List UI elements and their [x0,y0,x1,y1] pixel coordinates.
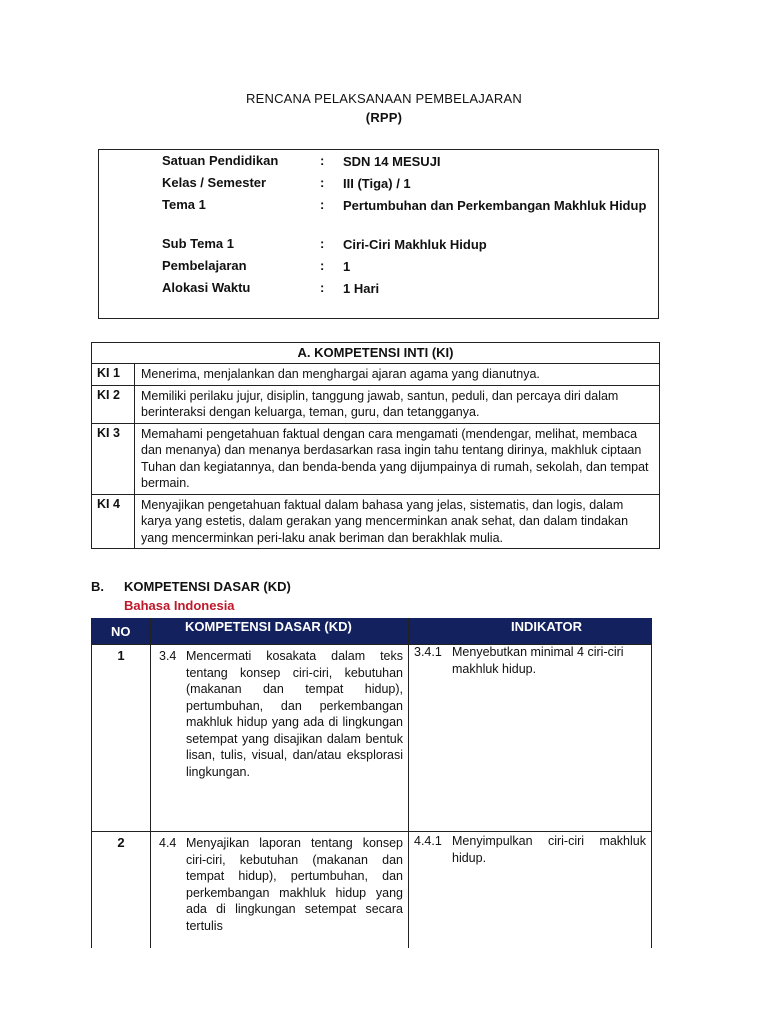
kd-number: 3.4 [159,649,177,663]
kd-text [159,835,403,934]
identity-colon: : [320,175,325,190]
ki-description: Memiliki perilaku jujur, disiplin, tanggung jawab, santun, peduli, dan percaya diri dalam berinteraksi dengan keluarga, teman, guru, dan tetangganya. [135,385,660,423]
kd-row-number: 1 [117,648,125,663]
kd-text [159,648,403,780]
kd-number: 4.4 [159,836,177,850]
identity-value: 1 [343,259,351,274]
kd-body: Menyajikan laporan tentang konsep ciri-ciri, kebutuhan (makanan dan tempat hidup), pertumbuhan, dan perkembangan makhluk hidup yang ada di lingkungan setempat secara tertulis [186,836,403,933]
ki-description: Menyajikan pengetahuan faktual dalam bahasa yang jelas, sistematis, dan logis, dalam karya yang estetis, dalam gerakan yang mencerminkan anak sehat, dan dalam tindakan yang mencerminkan peri-laku anak beriman dan berakhlak mulia. [135,494,660,549]
ki-table [91,342,660,549]
ki-code: KI 2 [92,385,135,423]
ki-description: Memahami pengetahuan faktual dengan cara mengamati (mendengar, melihat, membaca dan menanya) dan menanya berdasarkan rasa ingin tahu tentang dirinya, makhluk ciptaan Tuhan dan kegiatannya, dan benda-benda yang dijumpainya di rumah, sekolah, dan tempat bermain. [135,423,660,494]
indicator-body: Menyebutkan minimal 4 ciri-ciri makhluk hidup. [452,645,624,676]
indicator-text [414,644,646,677]
kd-col-indikator: INDIKATOR [511,619,583,634]
indicator-body: Menyimpulkan ciri-ciri makhluk hidup. [452,834,646,865]
row-divider [92,831,651,832]
document-title: RENCANA PELAKSANAAN PEMBELAJARAN [246,91,522,106]
ki-header-row [92,343,660,364]
identity-label: Tema 1 [162,197,206,212]
section-title: KOMPETENSI DASAR (KD) [124,579,291,594]
identity-colon: : [320,236,325,251]
identity-colon: : [320,258,325,273]
identity-label: Satuan Pendidikan [162,153,279,168]
ki-row [92,423,660,494]
indicator-number: 4.4.1 [414,834,442,848]
identity-value: III (Tiga) / 1 [343,176,411,191]
identity-colon: : [320,280,325,295]
identity-label: Kelas / Semester [162,175,267,190]
subject-label: Bahasa Indonesia [124,598,235,613]
kd-row-number: 2 [117,835,125,850]
identity-value: SDN 14 MESUJI [343,154,441,169]
column-divider [150,618,151,948]
ki-row [92,364,660,386]
ki-code: KI 3 [92,423,135,494]
ki-code: KI 1 [92,364,135,386]
ki-code: KI 4 [92,494,135,549]
kd-col-kd: KOMPETENSI DASAR (KD) [185,619,352,634]
section-letter: B. [91,579,104,594]
kd-body: Mencermati kosakata dalam teks tentang konsep ciri-ciri, kebutuhan (makanan dan tempat hidup), pertumbuhan, dan perkembangan makhluk hidup yang ada di lingkungan setempat yang disajikan dalam bentuk lisan, tulis, visual, dan/atau eksplorasi lingkungan. [186,649,403,779]
identity-colon: : [320,153,325,168]
indicator-text [414,833,646,866]
document-subtitle: (RPP) [365,110,403,125]
ki-row [92,385,660,423]
kd-table-header [92,618,651,644]
ki-description: Menerima, menjalankan dan menghargai ajaran agama yang dianutnya. [135,364,660,386]
indicator-number: 3.4.1 [414,645,442,659]
ki-header: A. KOMPETENSI INTI (KI) [92,343,660,364]
column-divider [408,618,409,948]
kd-table [91,618,652,948]
identity-box [98,149,659,319]
identity-label: Pembelajaran [162,258,247,273]
identity-colon: : [320,197,325,212]
identity-value: 1 Hari [343,281,380,296]
identity-label: Alokasi Waktu [162,280,251,295]
identity-value: Ciri-Ciri Makhluk Hidup [343,237,487,252]
identity-value: Pertumbuhan dan Perkembangan Makhluk Hidup [343,198,647,213]
kd-col-no: NO [111,624,131,639]
identity-label: Sub Tema 1 [162,236,235,251]
ki-row [92,494,660,549]
